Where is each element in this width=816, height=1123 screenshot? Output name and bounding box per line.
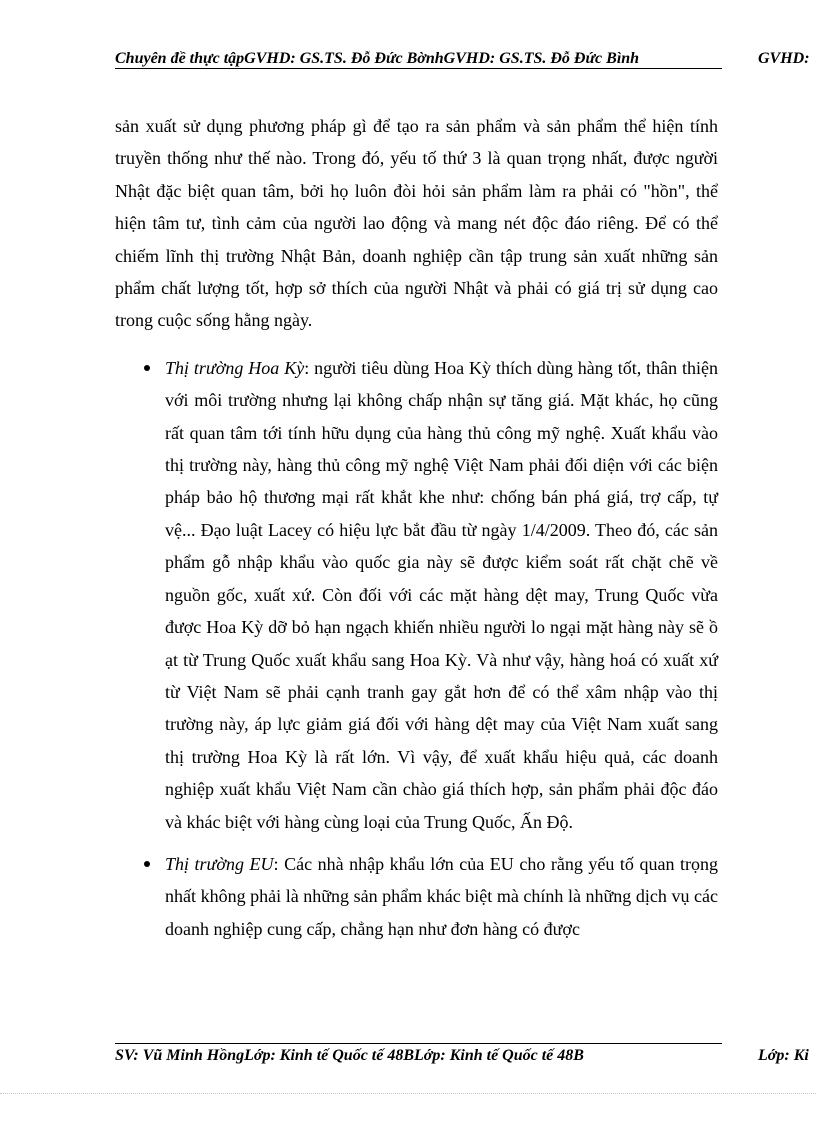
footer-student-info: SV: Vũ Minh HồngLớp: Kinh tế Quốc tế 48BLớp: Kinh tế Quốc tế 48B	[115, 1047, 584, 1064]
bullet-term-eu: Thị trường EU	[165, 853, 274, 874]
document-body	[115, 110, 718, 945]
bullet-text-us: : người tiêu dùng Hoa Kỳ thích dùng hàng tốt, thân thiện với môi trường nhưng lại không chấp nhận sự tăng giá. Mặt khác, họ cũng rất quan tâm tới tính hữu dụng của hàng thủ công mỹ nghệ. Xuất khẩu vào thị trường này, hàng thủ công mỹ nghệ Việt Nam phải đối diện với các biện pháp bảo hộ thương mại rất khắt khe như: chống bán phá giá, trợ cấp, tự vệ... Đạo luật Lacey có hiệu lực bắt đầu từ ngày 1/4/2009. Theo đó, các sản phẩm gỗ nhập khẩu vào quốc gia này sẽ được kiểm soát rất chặt chẽ về nguồn gốc, xuất xứ. Còn đối với các mặt hàng dệt may, Trung Quốc vừa được Hoa Kỳ dỡ bỏ hạn ngạch khiến nhiều người lo ngại mặt hàng này sẽ ồ ạt từ Trung Quốc xuất khẩu sang Hoa Kỳ. Và như vậy, hàng hoá có xuất xứ từ Việt Nam sẽ phải cạnh tranh gay gắt hơn để có thể xâm nhập vào thị trường này, áp lực giảm giá đối với hàng dệt may của Việt Nam xuất sang thị trường Hoa Kỳ là rất lớn. Vì vậy, để xuất khẩu hiệu quả, các doanh nghiệp xuất khẩu Việt Nam cần chào giá thích hợp, sản phẩm phải độc đáo và khác biệt với hàng cùng loại của Trung Quốc, Ấn Độ.	[165, 357, 719, 832]
bullet-icon	[144, 365, 150, 371]
footer-divider	[115, 1043, 722, 1044]
header-title: Chuyên đề thực tậpGVHD: GS.TS. Đỗ Đức BờnhGVHD: GS.TS. Đỗ Đức Bình	[115, 50, 640, 67]
header-divider	[115, 68, 722, 69]
bullet-item-us-market	[115, 352, 718, 838]
bullet-item-eu-market	[115, 848, 718, 945]
bullet-text-eu: : Các nhà nhập khẩu lớn của EU cho rằng yếu tố quan trọng nhất không phải là những sản phẩm khác biệt mà chính là những dịch vụ các doanh nghiệp cung cấp, chẳng hạn như đơn hàng có được	[165, 853, 718, 939]
footer-class-label: Lớp: Ki	[758, 1047, 809, 1064]
market-bullet-list	[115, 352, 718, 945]
page-bottom-dotted-line	[0, 1093, 816, 1094]
bullet-icon	[144, 861, 150, 867]
bullet-term-us: Thị trường Hoa Kỳ	[165, 357, 305, 378]
page-footer	[115, 1046, 816, 1068]
intro-paragraph: sản xuất sử dụng phương pháp gì để tạo ra sản phẩm và sản phẩm thể hiện tính truyền thống như thế nào. Trong đó, yếu tố thứ 3 là quan trọng nhất, được người Nhật đặc biệt quan tâm, bởi họ luôn đòi hỏi sản phẩm làm ra phải có "hồn", thể hiện tâm tư, tình cảm của người lao động và mang nét độc đáo riêng. Để có thể chiếm lĩnh thị trường Nhật Bản, doanh nghiệp cần tập trung sản xuất những sản phẩm chất lượng tốt, hợp sở thích của người Nhật và phải có giá trị sử dụng cao trong cuộc sống hằng ngày.	[115, 116, 718, 331]
header-supervisor-label: GVHD:	[758, 50, 810, 67]
